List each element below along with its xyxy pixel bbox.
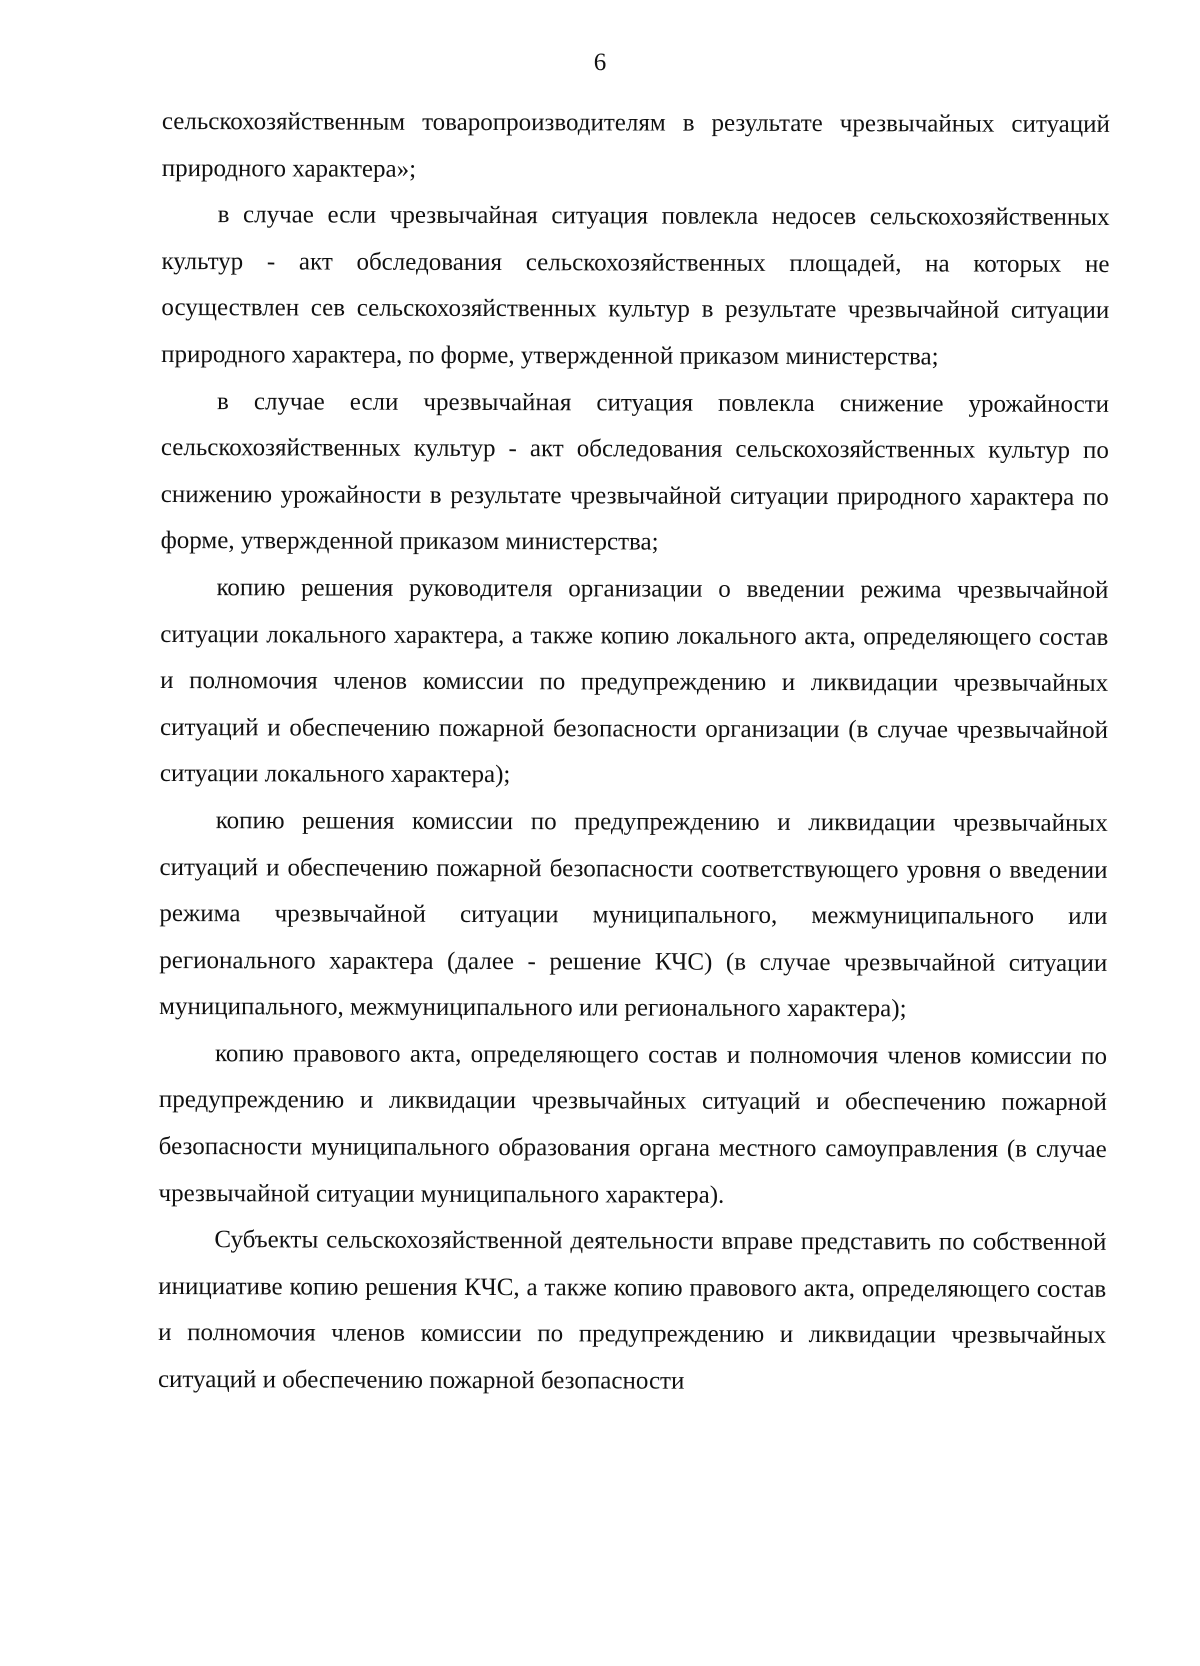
paragraph-yield-reduction: в случае если чрезвычайная ситуация повлекла снижение урожайности сельскохозяйственных культур - акт обследования сельскохозяйственных культур по снижению урожайности в результате чрезвычайной ситуации природного характера по форме, утвержденной приказом министерства; — [160, 387, 1110, 556]
page-number: 6 — [593, 49, 607, 76]
paragraph-own-initiative: Субъекты сельскохозяйственной деятельности вправе представить по собственной инициативе копию решения КЧС, а также копию правового акта, определяющего состав и полномочия членов комиссии по предупреждению и ликвидации чрезвычайных ситуаций и обеспечению пожарной безопасности — [157, 1226, 1107, 1395]
paragraph-local-emergency: копию решения руководителя организации о введении режима чрезвычайной ситуации локального характера, а также копию локального акта, определяющего состав и полномочия членов комиссии по предупреждению и ликвидации чрезвычайных ситуаций и обеспечению пожарной безопасности организации (в случае чрезвычайной ситуации локального характера); — [159, 574, 1109, 789]
paragraph-legal-act: копию правового акта, определяющего состав и полномочия членов комиссии по предупреждению и ликвидации чрезвычайных ситуаций и обеспечению пожарной безопасности муниципального образования органа местного самоуправления (в случае чрезвычайной ситуации муниципального характера). — [158, 1040, 1108, 1209]
paragraph-kchs-decision: копию решения комиссии по предупреждению и ликвидации чрезвычайных ситуаций и обеспечению пожарной безопасности соответствующего уровня о введении режима чрезвычайной ситуации муниципального, межмуниципального или регионального характера (далее - решение КЧС) (в случае чрезвычайной ситуации муниципального, межмуниципального или регионального характера); — [159, 807, 1108, 1023]
document-body — [158, 99, 1110, 1407]
paragraph-crop-undersowing: в случае если чрезвычайная ситуация повлекла недосев сельскохозяйственных культур - акт обследования сельскохозяйственных площадей, на которых не осуществлен сев сельскохозяйственных культур в результате чрезвычайной ситуации природного характера, по форме, утвержденной приказом министерства; — [161, 201, 1110, 371]
paragraph-continuation: сельскохозяйственным товаропроизводителям в результате чрезвычайных ситуаций природного характера»; — [161, 107, 1110, 183]
